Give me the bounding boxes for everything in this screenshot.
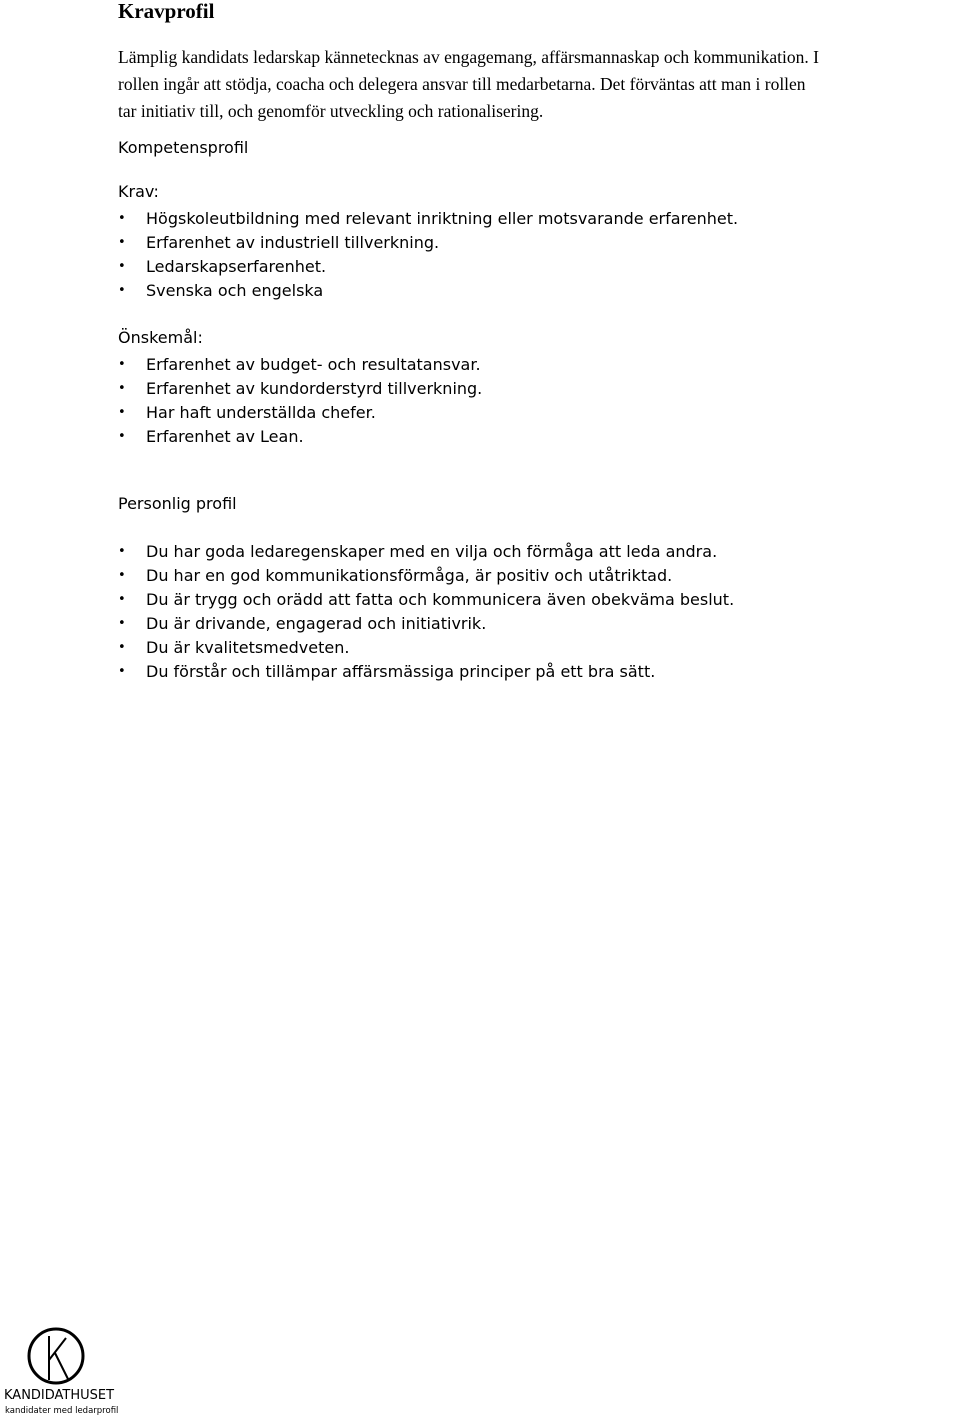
bullet-icon: • <box>118 640 126 655</box>
list-item <box>118 207 738 231</box>
bullet-icon: • <box>118 235 126 250</box>
list-item-text: Har haft underställda chefer. <box>146 403 376 422</box>
logo-tagline: kandidater med ledarprofil <box>5 1406 119 1416</box>
bullet-icon: • <box>118 592 126 607</box>
list-item-text: Erfarenhet av kundorderstyrd tillverkning. <box>146 379 483 398</box>
krav-label: Krav: <box>118 182 159 201</box>
list-item-text: Ledarskapserfarenhet. <box>146 257 327 276</box>
kompetensprofil-heading: Kompetensprofil <box>118 138 249 157</box>
list-item-text: Du är drivande, engagerad och initiativrik. <box>146 614 487 633</box>
k-circle-logo-icon <box>26 1324 86 1388</box>
list-item <box>118 425 482 449</box>
onskemal-list <box>118 353 482 449</box>
list-item <box>118 377 482 401</box>
bullet-icon: • <box>118 568 126 583</box>
list-item-text: Erfarenhet av Lean. <box>146 427 304 446</box>
list-item <box>118 564 734 588</box>
bullet-icon: • <box>118 357 126 372</box>
list-item <box>118 279 738 303</box>
intro-line: Lämplig kandidats ledarskap kännetecknas av engagemang, affärsmannaskap och kommunikation. I <box>118 47 819 67</box>
bullet-icon: • <box>118 429 126 444</box>
list-item-text: Du är kvalitetsmedveten. <box>146 638 350 657</box>
list-item-text: Erfarenhet av budget- och resultatansvar. <box>146 355 481 374</box>
list-item <box>118 231 738 255</box>
bullet-icon: • <box>118 381 126 396</box>
personlig-profil-list <box>118 540 734 684</box>
list-item <box>118 540 734 564</box>
bullet-icon: • <box>118 664 126 679</box>
personlig-profil-heading: Personlig profil <box>118 494 237 513</box>
list-item-text: Svenska och engelska <box>146 281 324 300</box>
bullet-icon: • <box>118 283 126 298</box>
bullet-icon: • <box>118 405 126 420</box>
list-item-text: Högskoleutbildning med relevant inriktning eller motsvarande erfarenhet. <box>146 209 739 228</box>
onskemal-label: Önskemål: <box>118 328 203 347</box>
list-item <box>118 660 734 684</box>
list-item <box>118 255 738 279</box>
list-item <box>118 636 734 660</box>
list-item-text: Du är trygg och orädd att fatta och kommunicera även obekväma beslut. <box>146 590 735 609</box>
list-item-text: Du har en god kommunikationsförmåga, är positiv och utåtriktad. <box>146 566 673 585</box>
intro-line: rollen ingår att stödja, coacha och delegera ansvar till medarbetarna. Det förväntas att man i rollen <box>118 74 806 94</box>
bullet-icon: • <box>118 544 126 559</box>
list-item-text: Du förstår och tillämpar affärsmässiga principer på ett bra sätt. <box>146 662 656 681</box>
company-logo <box>4 1322 119 1418</box>
intro-line: tar initiativ till, och genomför utveckling och rationalisering. <box>118 101 544 121</box>
list-item <box>118 353 482 377</box>
list-item <box>118 401 482 425</box>
bullet-icon: • <box>118 211 126 226</box>
krav-list <box>118 207 738 303</box>
list-item-text: Erfarenhet av industriell tillverkning. <box>146 233 440 252</box>
list-item-text: Du har goda ledaregenskaper med en vilja och förmåga att leda andra. <box>146 542 718 561</box>
logo-name: KANDIDATHUSET <box>4 1388 115 1403</box>
intro-paragraph <box>118 44 948 125</box>
list-item <box>118 612 734 636</box>
bullet-icon: • <box>118 616 126 631</box>
page-title: Kravprofil <box>118 0 215 23</box>
list-item <box>118 588 734 612</box>
bullet-icon: • <box>118 259 126 274</box>
